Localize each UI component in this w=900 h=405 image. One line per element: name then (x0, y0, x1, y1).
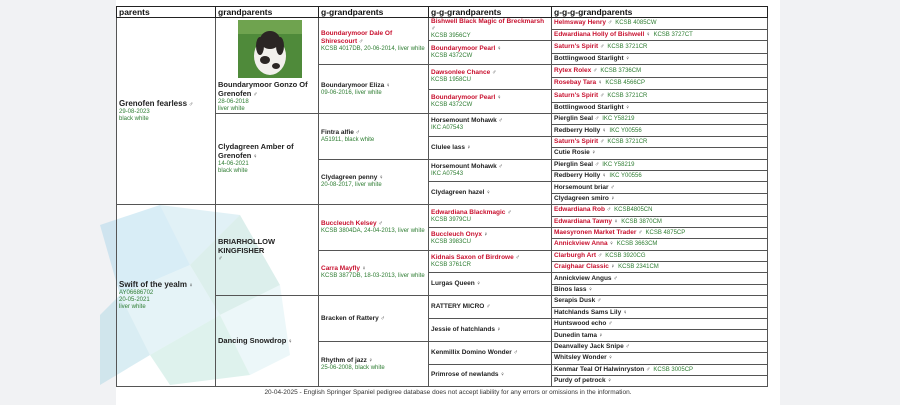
male-icon: ♂ (380, 315, 385, 322)
gggg-24-link[interactable]: Serapis Dusk (554, 297, 596, 305)
female-icon: ♀ (625, 56, 630, 63)
gggg-15-link[interactable]: Clydagreen smiro (554, 194, 609, 202)
female-icon: ♀ (188, 283, 194, 290)
gggg-27-link[interactable]: Dunedin tama (554, 331, 597, 339)
ggg-10-link[interactable]: Kidnais Saxon of Birdrowe (431, 254, 514, 262)
female-icon: ♀ (610, 195, 616, 202)
gggg-16-cell (552, 205, 768, 216)
ggg-15-cell (429, 364, 552, 387)
gggg-8-cell (552, 114, 768, 125)
ggg-10-reg: KCSB 3761CR (431, 262, 472, 269)
gggg-9-reg: IKC Y00556 (609, 127, 642, 134)
ggg-2-reg: KCSB 1958CU (431, 77, 472, 84)
gg-0-info: KCSB 4017DB, 20-06-2014, liver white (321, 45, 425, 52)
gggg-10-reg: KCSB 3721CR (607, 138, 648, 145)
gg-6-link[interactable]: Bracken of Rattery (321, 314, 379, 322)
male-icon: ♂ (592, 68, 598, 75)
gggg-19-reg: KCSB 3663CM (616, 241, 658, 248)
gg-7-info: 25-06-2008, black white (321, 364, 385, 371)
ggg-8-reg: KCSB 3979CU (431, 216, 472, 223)
gggg-30-reg: KCSB 3005CP (653, 366, 694, 373)
ggg-12-link[interactable]: RATTERY MICRO (431, 303, 485, 311)
male-icon: ♂ (218, 255, 223, 262)
gggg-5-reg: KCSB 4566CP (605, 80, 646, 87)
ggg-7-link[interactable]: Clydagreen hazel (431, 189, 485, 197)
female-icon: ♀ (613, 218, 619, 225)
gg-2-cell (319, 114, 429, 160)
ggg-6-reg: IKC A07543 (431, 170, 464, 177)
male-icon: ♂ (498, 118, 503, 125)
gggg-25-link[interactable]: Hatchlands Sams Lily (554, 308, 622, 316)
female-icon: ♀ (588, 287, 593, 294)
gggg-1-cell (552, 29, 768, 41)
gggg-0-reg: KCSB 4085CW (615, 20, 657, 27)
male-icon: ♂ (188, 102, 194, 109)
male-icon: ♂ (513, 349, 518, 356)
gggg-28-cell (552, 341, 768, 352)
gggg-23-cell (552, 284, 768, 295)
gggg-30-link[interactable]: Kenmar Teal Of Halwinryston (554, 365, 645, 373)
gggg-6-cell (552, 89, 768, 102)
gg-1-info: 09-06-2016, liver white (321, 89, 382, 96)
ggg-1-cell (429, 41, 552, 65)
ggg-4-link[interactable]: Horsemount Mohawk (431, 117, 497, 125)
female-icon: ♀ (288, 338, 293, 345)
gggg-20-link[interactable]: Clarburgh Art (554, 251, 597, 259)
male-icon: ♂ (491, 70, 497, 77)
ggg-8-cell (429, 205, 552, 228)
gggg-2-cell (552, 41, 768, 54)
male-icon: ♂ (253, 92, 258, 98)
male-icon: ♂ (358, 38, 364, 45)
ggg-15-link[interactable]: Primrose of newlands (431, 371, 499, 379)
male-icon: ♂ (599, 92, 605, 99)
male-icon: ♂ (645, 366, 651, 373)
grandparent-3-cell (216, 296, 319, 387)
gggg-18-cell (552, 227, 768, 238)
ggg-6-cell (429, 159, 552, 182)
left-margin (0, 0, 116, 405)
gggg-10-link[interactable]: Saturn's Spirit (554, 137, 599, 145)
male-icon: ♂ (599, 138, 605, 145)
female-icon: ♀ (601, 173, 607, 180)
female-icon: ♀ (597, 80, 603, 87)
female-icon: ♀ (385, 82, 391, 89)
header-g-grandparents: g-grandparents (319, 7, 429, 18)
ggg-14-cell (429, 341, 552, 364)
header-parents: parents (117, 7, 216, 18)
grandparent-1-colour: black white (218, 168, 248, 175)
disclaimer-footer: 20-04-2025 - English Springer Spaniel pedigree database does not accept liability for any errors or omissions in the information. (264, 389, 632, 396)
ggg-2-cell (429, 65, 552, 89)
ggg-5-cell (429, 136, 552, 159)
gg-1-cell (319, 65, 429, 114)
female-icon: ♀ (496, 326, 502, 333)
gggg-0-link[interactable]: Helmsway Henry (554, 19, 607, 27)
grandparent-0-colour: liver white (218, 106, 245, 112)
female-icon: ♀ (496, 94, 502, 101)
female-icon: ♀ (610, 264, 616, 271)
gggg-19-link[interactable]: Annickview Anna (554, 240, 608, 248)
gggg-29-link[interactable]: Whitsley Wonder (554, 354, 607, 362)
gg-5-cell (319, 250, 429, 296)
male-icon: ♂ (594, 116, 600, 123)
gggg-23-link[interactable]: Binos lass (554, 286, 587, 294)
ggg-9-cell (429, 227, 552, 250)
ggg-14-link[interactable]: Kenmillix Domino Wonder (431, 348, 512, 356)
gggg-4-cell (552, 65, 768, 78)
ggg-7-cell (429, 182, 552, 205)
gggg-22-cell (552, 273, 768, 284)
gggg-24-cell (552, 296, 768, 307)
male-icon: ♂ (610, 184, 615, 191)
gggg-12-cell (552, 159, 768, 170)
male-icon: ♂ (507, 209, 512, 216)
ggg-13-cell (429, 319, 552, 342)
gggg-8-link[interactable]: Pierglin Seal (554, 115, 594, 123)
male-icon: ♂ (599, 43, 605, 50)
gg-3-cell (319, 159, 429, 205)
gggg-26-link[interactable]: Huntswood echo (554, 320, 607, 328)
grandparent-3-link[interactable]: Dancing Snowdrop (218, 335, 287, 345)
gggg-16-reg: KCSB4805CN (614, 207, 653, 214)
gggg-10-cell (552, 136, 768, 147)
ggg-0-cell (429, 18, 552, 41)
parent-dam-link[interactable]: Swift of the yealm (119, 280, 188, 290)
gg-5-link[interactable]: Carra Mayfly (321, 265, 361, 273)
gggg-9-link[interactable]: Redberry Holly (554, 126, 601, 134)
ggg-4-reg: IKC A07543 (431, 125, 464, 132)
gggg-6-link[interactable]: Saturn's Spirit (554, 91, 599, 99)
ggg-13-link[interactable]: Jessie of hatchlands (431, 325, 495, 333)
parent-sire-birthdate: 29-08-2023 (119, 109, 150, 116)
gggg-14-cell (552, 182, 768, 193)
gggg-15-cell (552, 193, 768, 204)
ggg-0-link[interactable]: Bishwell Black Magic of Breckmarsh (431, 18, 545, 25)
gg-0-cell (319, 18, 429, 65)
gggg-31-link[interactable]: Purdy of petrock (554, 377, 606, 385)
female-icon: ♀ (608, 355, 613, 362)
ggg-11-cell (429, 273, 552, 296)
gggg-22-link[interactable]: Annickview Angus (554, 274, 612, 282)
male-icon: ♂ (486, 304, 491, 311)
gggg-17-reg: KCSB 3870CM (621, 218, 662, 225)
gggg-20-cell (552, 250, 768, 261)
male-icon: ♂ (431, 26, 436, 32)
gggg-21-reg: KCSB 2341CM (618, 264, 659, 271)
grandparent-2-cell (216, 205, 319, 296)
female-icon: ♀ (591, 150, 596, 157)
ggg-3-cell (429, 89, 552, 113)
header-g-g-g-grandparents: g-g-g-grandparents (552, 7, 768, 18)
gggg-7-link[interactable]: Bottlingwood Starlight (554, 103, 624, 111)
gg-7-link[interactable]: Rhythm of jazz (321, 356, 367, 364)
parent-sire-colour: black white (119, 116, 149, 123)
gg-5-info: KCSB 3877DB, 18-03-2013, liver white (321, 273, 425, 280)
gggg-21-cell (552, 262, 768, 273)
header-g-g-grandparents: g-g-grandparents (429, 7, 552, 18)
gg-3-info: 20-08-2017, liver white (321, 182, 382, 189)
parent-dam-birthdate: 20-05-2021 (119, 297, 150, 304)
gggg-5-link[interactable]: Rosebay Tara (554, 79, 597, 87)
female-icon: ♀ (601, 127, 607, 134)
ggg-8-link[interactable]: Edwardiana Blackmagic (431, 208, 506, 216)
gggg-6-reg: KCSB 3721CR (607, 92, 648, 99)
pedigree-table (116, 6, 768, 387)
gggg-18-link[interactable]: Maesyronen Market Trader (554, 229, 637, 237)
gg-4-cell (319, 205, 429, 251)
grandparent-1-cell (216, 114, 319, 205)
gggg-20-reg: KCSB 3920CG (605, 252, 646, 259)
ggg-4-cell (429, 114, 552, 137)
gggg-1-link[interactable]: Edwardiana Holly of Bishwell (554, 30, 645, 38)
gggg-8-reg: IKC Y58219 (602, 116, 635, 123)
grandparent-0-cell (216, 18, 319, 114)
gggg-11-link[interactable]: Cutie Rosie (554, 149, 590, 157)
gg-3-link[interactable]: Clydagreen penny (321, 174, 378, 182)
gggg-29-cell (552, 353, 768, 364)
gg-2-link[interactable]: Fintra alfie (321, 128, 354, 136)
gggg-12-reg: IKC Y58219 (602, 161, 635, 168)
ggg-1-reg: KCSB 4372CW (431, 53, 473, 60)
female-icon: ♀ (483, 232, 489, 239)
ggg-9-link[interactable]: Buccleuch Onyx (431, 231, 482, 239)
female-icon: ♀ (500, 372, 505, 379)
gg-7-cell (319, 341, 429, 387)
grandparent-0-birthdate: 28-06-2018 (218, 99, 249, 105)
male-icon: ♂ (378, 220, 383, 227)
gggg-9-cell (552, 125, 768, 136)
gggg-14-link[interactable]: Horsemount briar (554, 183, 609, 191)
gggg-4-link[interactable]: Rytex Rolex (554, 67, 592, 75)
female-icon: ♀ (609, 241, 614, 248)
header-grandparents: grandparents (216, 7, 319, 18)
female-icon: ♀ (476, 281, 481, 288)
ggg-11-link[interactable]: Lurgas Queen (431, 280, 475, 288)
male-icon: ♂ (608, 321, 613, 328)
ggg-1-link[interactable]: Boundarymoor Pearl (431, 45, 496, 53)
gg-2-info: A51911, black white (321, 136, 375, 143)
male-icon: ♂ (355, 129, 361, 136)
male-icon: ♂ (594, 161, 600, 168)
gggg-27-cell (552, 330, 768, 341)
parent-sire-link[interactable]: Grenofen fearless (119, 99, 188, 109)
right-margin (780, 0, 900, 405)
gggg-0-cell (552, 18, 768, 30)
ggg-0-reg: KCSB 3956CY (431, 33, 471, 39)
ggg-2-link[interactable]: Dawsonlee Chance (431, 69, 491, 77)
gggg-19-cell (552, 239, 768, 250)
female-icon: ♀ (496, 46, 502, 53)
gg-0-link[interactable]: Boundarymoor Dale Of Shirescourt (321, 29, 393, 45)
gggg-7-cell (552, 102, 768, 113)
grandparent-2-link[interactable]: BRIARHOLLOW KINGFISHER (218, 236, 276, 255)
gg-6-cell (319, 296, 429, 342)
male-icon: ♂ (606, 207, 612, 214)
gg-4-link[interactable]: Buccleuch Kelsey (321, 219, 377, 227)
ggg-10-cell (429, 250, 552, 273)
gggg-12-link[interactable]: Pierglin Seal (554, 160, 594, 168)
female-icon: ♀ (622, 309, 628, 316)
female-icon: ♀ (598, 332, 604, 339)
gggg-26-cell (552, 319, 768, 330)
male-icon: ♂ (638, 230, 643, 237)
female-icon: ♀ (379, 175, 384, 182)
gggg-2-link[interactable]: Saturn's Spirit (554, 42, 599, 50)
header-row (117, 7, 768, 18)
female-icon: ♀ (625, 104, 630, 111)
ggg-3-link[interactable]: Boundarymoor Pearl (431, 93, 496, 101)
gggg-30-cell (552, 364, 768, 375)
parent-dam-reg: AY06686702 (119, 290, 154, 297)
grandparent-1-birthdate: 14-06-2021 (218, 161, 249, 168)
ggg-9-reg: KCSB 3983CU (431, 239, 472, 246)
male-icon: ♂ (498, 163, 503, 170)
dog-photo[interactable] (238, 20, 302, 78)
female-icon: ♀ (361, 266, 367, 273)
male-icon: ♂ (515, 255, 520, 262)
gggg-17-link[interactable]: Edwardiana Tawny (554, 217, 613, 225)
parent-dam-colour: liver white (119, 304, 146, 311)
male-icon: ♂ (625, 344, 630, 350)
gggg-11-cell (552, 148, 768, 159)
gggg-28-link[interactable]: Deanvalley Jack Snipe (554, 343, 624, 350)
gggg-5-cell (552, 78, 768, 89)
gggg-18-reg: KCSB 4875CP (645, 230, 686, 237)
gg-4-info: KCSB 3804DA, 24-04-2013, liver white (321, 227, 425, 234)
grandparent-0-link[interactable]: Boundarymoor Gonzo Of Grenofen (218, 80, 308, 98)
gggg-1-reg: KCSB 3727CT (653, 31, 693, 38)
gggg-16-link[interactable]: Edwardiana Rob (554, 206, 605, 214)
parent-sire-cell (117, 18, 216, 205)
male-icon: ♂ (597, 252, 603, 259)
male-icon: ♂ (613, 275, 618, 282)
ggg-6-link[interactable]: Horsemount Mohawk (431, 162, 497, 170)
female-icon: ♀ (466, 144, 472, 151)
parent-dam-cell (117, 205, 216, 387)
female-icon: ♀ (607, 378, 612, 385)
female-icon: ♀ (486, 190, 491, 197)
ggg-12-cell (429, 296, 552, 319)
gggg-13-reg: IKC Y00556 (609, 173, 642, 180)
gggg-2-reg: KCSB 3721CR (607, 43, 648, 50)
gggg-3-cell (552, 53, 768, 64)
male-icon: ♂ (607, 20, 613, 27)
male-icon: ♂ (596, 298, 602, 305)
grandparent-1-link[interactable]: Clydagreen Amber of Grenofen (218, 142, 294, 161)
female-icon: ♀ (253, 154, 258, 161)
ggg-3-reg: KCSB 4372CW (431, 101, 473, 108)
gggg-13-link[interactable]: Redberry Holly (554, 172, 601, 180)
gggg-13-cell (552, 170, 768, 181)
gggg-21-link[interactable]: Craighaar Classic (554, 263, 609, 271)
gggg-17-cell (552, 216, 768, 227)
gggg-31-cell (552, 375, 768, 386)
gggg-3-link[interactable]: Bottlingwood Starlight (554, 55, 624, 63)
gg-1-link[interactable]: Boundarymoor Eliza (321, 81, 385, 89)
female-icon: ♀ (645, 31, 651, 38)
gggg-4-reg: KCSB 3736CM (600, 68, 642, 75)
female-icon: ♀ (368, 357, 374, 364)
ggg-5-link[interactable]: Clulee lass (431, 143, 465, 151)
gggg-25-cell (552, 307, 768, 318)
